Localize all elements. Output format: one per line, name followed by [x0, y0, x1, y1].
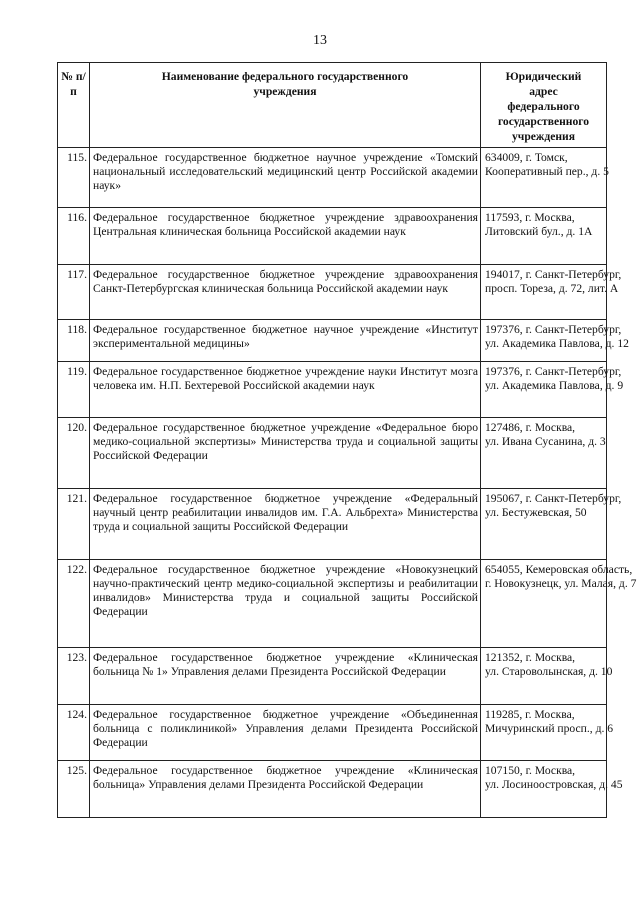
table-header-row [58, 63, 607, 148]
institution-name: Федеральное государственное бюджетное научное учреждение «Томский национальный исследовательский медицинский центр Российской академии наук» [90, 148, 481, 208]
table-row [58, 418, 607, 489]
row-number: 122. [58, 560, 90, 648]
table-row [58, 705, 607, 761]
table-row [58, 265, 607, 320]
institution-name: Федеральное государственное бюджетное учреждение здравоохранения Санкт-Петербургская клиническая больница Российской академии наук [90, 265, 481, 320]
table-row [58, 208, 607, 265]
address-line: просп. Тореза, д. 72, лит. А [485, 282, 619, 296]
legal-address [481, 648, 613, 705]
row-number: 119. [58, 362, 90, 418]
table-row [58, 648, 607, 705]
table-row [58, 761, 607, 818]
address-line: Литовский бул., д. 1А [485, 225, 593, 239]
table-row [58, 320, 607, 362]
row-number: 115. [58, 148, 90, 208]
address-line: 117593, г. Москва, [485, 211, 575, 224]
institution-name: Федеральное государственное бюджетное учреждение «Федеральный научный центр реабилитации инвалидов им. Г.А. Альбрехта» Министерства труда и социальной защиты Российской Федерации [90, 489, 481, 560]
legal-address [481, 148, 607, 208]
institution-name: Федеральное государственное бюджетное учреждение «Клиническая больница» Управления делами Президента Российской Федерации [90, 761, 481, 818]
institution-name: Федеральное государственное бюджетное учреждение «Новокузнецкий научно-практический центр медико-социальной экспертизы и реабилитации инвалидов» Министерства труда и социальной защиты Российской Федерации [90, 560, 481, 648]
row-number: 124. [58, 705, 90, 761]
row-number: 125. [58, 761, 90, 818]
legal-address [481, 418, 607, 489]
table-row [58, 148, 607, 208]
address-line: 119285, г. Москва, [485, 708, 575, 721]
institution-name: Федеральное государственное бюджетное учреждение «Федеральное бюро медико-социальной экспертизы» Министерства труда и социальной защиты Российской Федерации [90, 418, 481, 489]
page-number: 13 [313, 33, 327, 48]
institution-name: Федеральное государственное бюджетное учреждение «Клиническая больница № 1» Управления делами Президента Российской Федерации [90, 648, 481, 705]
address-line: ул. Староволынская, д. 10 [485, 665, 613, 679]
address-line: 197376, г. Санкт-Петербург, [485, 365, 622, 378]
legal-address [481, 705, 614, 761]
header-number: № п/п [58, 63, 90, 148]
table-row [58, 560, 607, 648]
row-number: 117. [58, 265, 90, 320]
legal-address [481, 265, 622, 320]
institution-name: Федеральное государственное бюджетное учреждение науки Институт мозга человека им. Н.П. Бехтеревой Российской академии наук [90, 362, 481, 418]
address-line: 121352, г. Москва, [485, 651, 576, 664]
legal-address [481, 362, 624, 418]
institutions-table [57, 62, 637, 818]
row-number: 123. [58, 648, 90, 705]
row-number: 118. [58, 320, 90, 362]
address-line: Кооперативный пер., д. 5 [485, 165, 609, 179]
institution-name: Федеральное государственное бюджетное учреждение здравоохранения Центральная клиническая больница Российской академии наук [90, 208, 481, 265]
legal-address [481, 320, 629, 362]
address-line: ул. Академика Павлова, д. 12 [485, 337, 629, 351]
address-line: 127486, г. Москва, [485, 421, 576, 434]
header-legal-address: Юридический адрес федерального государственного учреждения [481, 63, 607, 148]
address-line: ул. Академика Павлова, д. 9 [485, 379, 624, 393]
table-row [58, 362, 607, 418]
legal-address [481, 560, 637, 648]
address-line: 634009, г. Томск, [485, 151, 568, 164]
institution-name: Федеральное государственное бюджетное научное учреждение «Институт экспериментальной медицины» [90, 320, 481, 362]
address-line: 654055, Кемеровская область, [485, 563, 633, 576]
address-line: 195067, г. Санкт-Петербург, [485, 492, 622, 505]
legal-address [481, 489, 622, 560]
address-line: Мичуринский просп., д. 6 [485, 722, 614, 736]
address-line: 194017, г. Санкт-Петербург, [485, 268, 622, 281]
address-line: г. Новокузнецк, ул. Малая, д. 7 [485, 577, 637, 591]
address-line: ул. Бестужевская, 50 [485, 506, 587, 520]
legal-address [481, 761, 623, 818]
address-line: 197376, г. Санкт-Петербург, [485, 323, 622, 336]
table-row [58, 489, 607, 560]
address-line: 107150, г. Москва, [485, 764, 576, 777]
address-line: ул. Лосиноостровская, д. 45 [485, 778, 623, 792]
row-number: 120. [58, 418, 90, 489]
address-line: ул. Ивана Сусанина, д. 3 [485, 435, 606, 449]
institution-name: Федеральное государственное бюджетное учреждение «Объединенная больница с поликлиникой» Управления делами Президента Российской Федерации [90, 705, 481, 761]
row-number: 121. [58, 489, 90, 560]
header-institution-name: Наименование федерального государственного учреждения [90, 63, 481, 148]
row-number: 116. [58, 208, 90, 265]
legal-address [481, 208, 607, 265]
